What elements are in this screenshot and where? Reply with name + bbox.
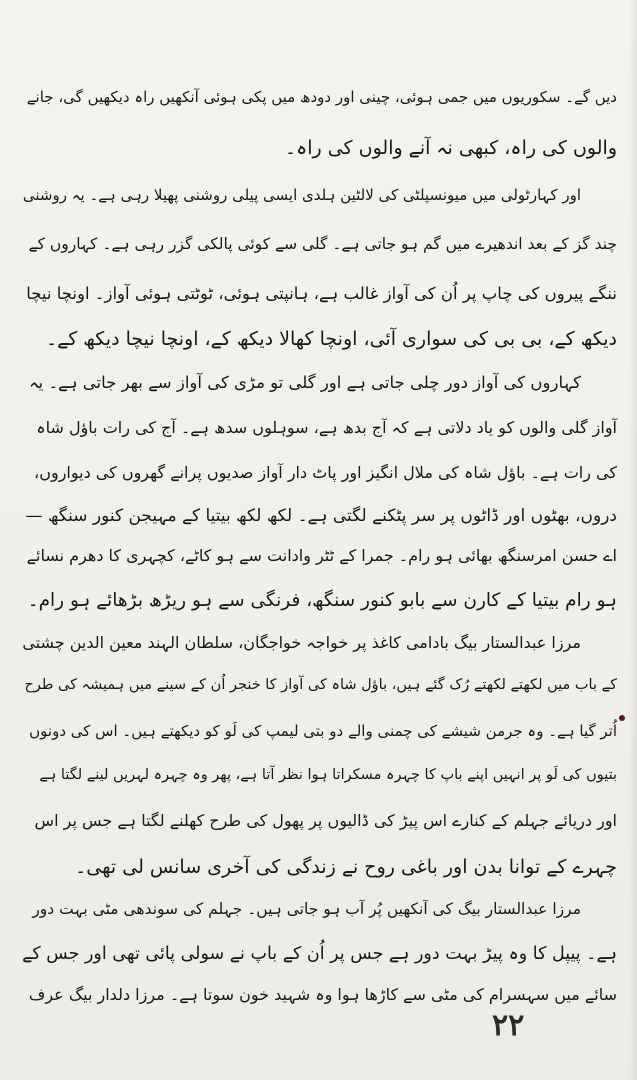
text-line-16: بتیوں کی لَو پر انہیں اپنے باپ کا چہرہ مسکراتا ہوا نظر آتا ہے، پھر وہ چہرہ لہریں لینے لگتا ہے [39,767,617,783]
text-line-18: چہرے کے توانا بدن اور باغی روح نے زندگی کی آخری سانس لی تھی۔ [75,856,617,878]
text-line-10: دروں، بھٹوں اور ڈاٹوں پر سر پٹکنے لگتی ہے۔ لکھ لکھ بیتیا کے مہیجن کنور سنگھ — [25,506,617,526]
text-line-21: سائے میں سہسرام کی مٹی سے کاڑھا ہوا وہ شہید خون سوتا ہے۔ مرزا دلدار بیگ عرف [28,985,617,1004]
text-line-4: چند گز کے بعد اندھیرے میں گم ہو جاتی ہے۔ گلی سے کوئی پالکی گزر رہی ہے۔ کہاروں کے [28,235,617,253]
text-line-2: والوں کی راہ، کبھی نہ آنے والوں کی راہ۔ [284,137,617,159]
text-line-12: ہو رام بیتیا کے کارن سے بابو کنور سنگھ، فرنگی سے ہو ریڑھ بڑھائے ہو رام۔ [27,590,617,611]
text-line-6: دیکھ کے، بی بی کی سواری آئی، اونچا کھالا دیکھ کے، اونچا نیچا دیکھ کے۔ [45,328,617,350]
text-line-8: آواز گلی والوں کو یاد دلاتی ہے کہ آج بدھ ہے، سوہلوں سدھ ہے۔ آج کی رات باؤل شاہ [36,418,617,437]
text-line-13: مرزا عبدالستار بیگ بادامی کاغذ پر خواجہ خواجگان، سلطان الہند معین الدین چشتی [22,633,581,652]
text-line-3: اور کہارٹولی میں میونسپلٹی کی لالٹین ہلدی ایسی پیلی روشنی پھیلا رہی ہے۔ یہ روشنی [22,186,581,204]
text-line-11: اے حسن امرسنگھ بھائی ہو رام۔ جمرا کے ٹٹر وادانت سے ہو کاٹے، کچہری کا دھرم نسائے [26,546,617,565]
text-line-5: ننگے پیروں کی چاپ پر اُن کی آواز غالب ہے، ہانپتی ہوئی، ٹوٹتی ہوئی آواز۔ اونچا نیچا [26,284,617,303]
text-line-14: کے باب میں لکھتے لکھتے رُک گئے ہیں، باؤل شاہ کی آواز کا خنجر اُن کے سینے میں ہمیشہ کی طرح [24,677,617,693]
page-number: ۲۲ [492,1008,525,1043]
text-line-7: کہاروں کی آواز دور چلی جاتی ہے اور گلی تو مڑی کی آواز سے بھر جاتی ہے۔ یہ [29,373,581,392]
text-line-9: کی رات ہے۔ باؤل شاہ کی ملال انگیز اور پاٹ دار آواز صدیوں پرانے گھروں کی دیواروں، [34,463,617,482]
text-line-20: ہے۔ پیپل کا وہ پیڑ بہت دور ہے جس پر اُن کے باپ نے سولی پائی تھی اور جس کے [22,944,617,964]
text-line-1: دیں گے۔ سکوریوں میں جمی ہوئی، چینی اور دودھ میں پکی ہوئی آنکھیں راہ دیکھیں گی، جانے [26,88,617,106]
text-line-19: مرزا عبدالستار بیگ کی آنکھیں پُر آب ہو جاتی ہیں۔ جہلم کی سوندھی مٹی بہت دور [32,900,581,918]
text-line-15: اُتر گیا ہے۔ وہ جرمن شیشے کی چمنی والے دو بتی لیمپ کی لَو کو دیکھتے ہیں۔ اس کی دونوں [29,722,617,740]
ink-spot [619,715,625,721]
text-line-17: اور دریائے جہلم کے کنارے اس پیڑ کی ڈالیوں پر پھول کی طرح کھلنے لگتا ہے جس پر اس [34,811,617,830]
page-edge-shadow [629,0,637,1080]
